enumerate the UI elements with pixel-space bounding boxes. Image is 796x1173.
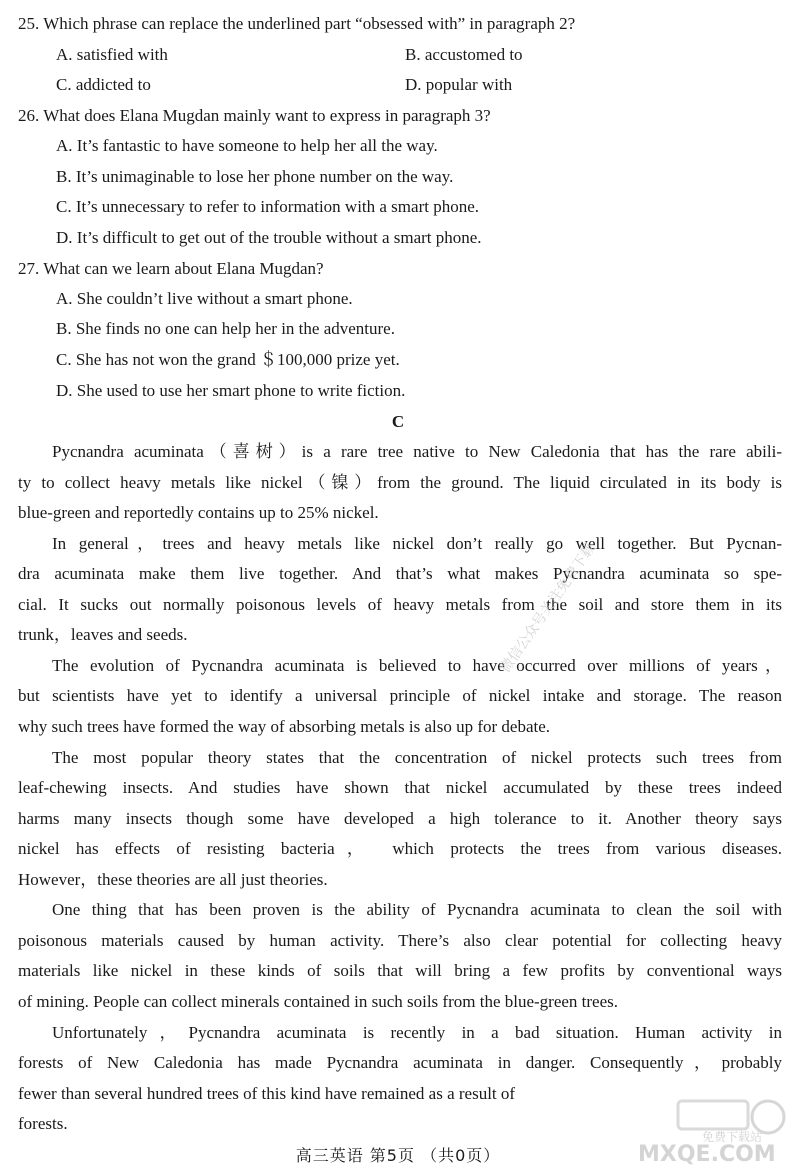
- q25-option-b: B. accustomed to: [405, 45, 523, 64]
- page-footer: 高三英语 第5页 （共0页）: [295, 1146, 501, 1165]
- passage-line: forests of New Caledonia has made Pycnandra acuminata in danger. Consequently，probably: [18, 1053, 782, 1072]
- q27-option-d: D. She used to use her smart phone to write fiction.: [56, 381, 406, 400]
- q25-stem: 25. Which phrase can replace the underlined part “obsessed with” in paragraph 2?: [18, 14, 576, 33]
- q26-option-c: C. It’s unnecessary to refer to information with a smart phone.: [56, 197, 479, 216]
- q27-option-b: B. She finds no one can help her in the adventure.: [56, 319, 395, 338]
- passage-line: fewer than several hundred trees of this kind have remained as a result of: [18, 1084, 516, 1103]
- passage-line: In general，trees and heavy metals like nickel don’t really go well together. But Pycnan-: [52, 534, 782, 553]
- watermark-text: MXQE.COM: [638, 1142, 776, 1165]
- q26-option-a: A. It’s fantastic to have someone to help her all the way.: [56, 136, 438, 155]
- passage-line: nickel has effects of resisting bacteria， which protects the trees from various diseases.: [18, 839, 782, 858]
- q25-option-a: A. satisfied with: [56, 45, 168, 64]
- q26-option-b: B. It’s unimaginable to lose her phone number on the way.: [56, 167, 454, 186]
- passage-line: The evolution of Pycnandra acuminata is believed to have occurred over millions of years，: [52, 656, 782, 675]
- passage-line: Pycnandra acuminata（喜树）is a rare tree native to New Caledonia that has the rare abili-: [52, 442, 782, 461]
- passage-line: but scientists have yet to identify a universal principle of nickel intake and storage. The reason: [18, 686, 782, 705]
- q25-option-d: D. popular with: [405, 75, 513, 94]
- passage-line: trunk，leaves and seeds.: [18, 625, 188, 644]
- passage-line: materials like nickel in these kinds of soils that will bring a few profits by conventional ways: [18, 961, 782, 980]
- passage-line: blue-green and reportedly contains up to 25% nickel.: [18, 503, 379, 522]
- section-heading: C: [391, 412, 405, 431]
- q25-option-c: C. addicted to: [56, 75, 151, 94]
- passage-line: ty to collect heavy metals like nickel（镍）from the ground. The liquid circulated in its body is: [18, 473, 782, 492]
- passage-line: leaf-chewing insects. And studies have shown that nickel accumulated by these trees indeed: [18, 778, 782, 797]
- passage-line: poisonous materials caused by human activity. There’s also clear potential for collecting heavy: [18, 931, 782, 950]
- passage-line: However，these theories are all just theories.: [18, 870, 328, 889]
- q26-stem: 26. What does Elana Mugdan mainly want to express in paragraph 3?: [18, 106, 491, 125]
- passage-line: dra acuminata make them live together. And that’s what makes Pycnandra acuminata so spe-: [18, 564, 782, 583]
- q27-stem: 27. What can we learn about Elana Mugdan?: [18, 259, 324, 278]
- passage-line: of mining. People can collect minerals contained in such soils from the blue-green trees.: [18, 992, 619, 1011]
- passage-line: why such trees have formed the way of absorbing metals is also up for debate.: [18, 717, 551, 736]
- q27-option-c: C. She has not won the grand ＄100,000 prize yet.: [56, 350, 400, 369]
- q26-option-d: D. It’s difficult to get out of the trouble without a smart phone.: [56, 228, 482, 247]
- q27-option-a: A. She couldn’t live without a smart phone.: [56, 289, 353, 308]
- diagonal-watermark: 微信公众号关注免费下载: [497, 540, 599, 676]
- passage-line: Unfortunately，Pycnandra acuminata is recently in a bad situation. Human activity in: [52, 1023, 782, 1042]
- passage-line: cial. It sucks out normally poisonous levels of heavy metals from the soil and store them in its: [18, 595, 782, 614]
- passage-line: harms many insects though some have developed a high tolerance to it. Another theory says: [18, 809, 782, 828]
- passage-line: The most popular theory states that the concentration of nickel protects such trees from: [52, 748, 782, 767]
- passage-line: One thing that has been proven is the ability of Pycnandra acuminata to clean the soil with: [52, 900, 782, 919]
- passage-line: forests.: [18, 1114, 68, 1133]
- watermark-subtext: 免费下载站: [702, 1130, 763, 1144]
